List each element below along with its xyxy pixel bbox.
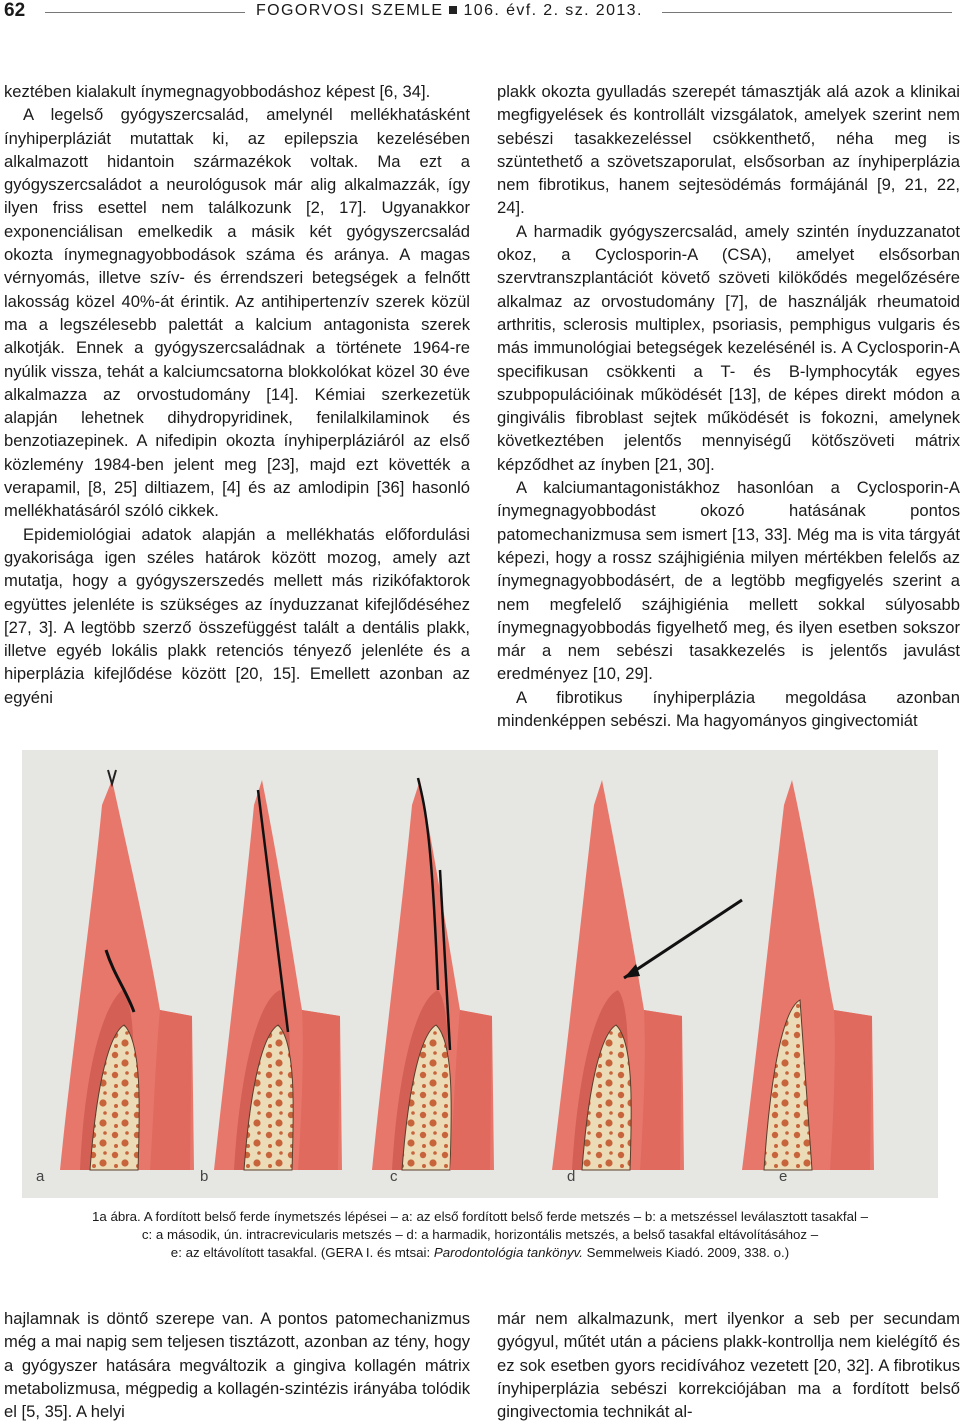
right-column-bottom [497,1307,960,1423]
caption-line-2: c: a második, ún. intracrevicularis metszés – d: a harmadik, horizontális metszés, a belső tasakfal eltávolításához – [141,1227,819,1242]
panel-a [60,770,194,1170]
book-title: Parodontológia tankönyv. [433,1245,583,1260]
header-rule-right [662,12,952,13]
panel-label-c: c [390,1168,398,1185]
panel-e [742,780,874,1170]
paragraph: hajlamnak is döntő szerepe van. A pontos patomechanizmus még a mai napig sem teljesen tisztázott, azonban az tény, hogy a gyógyszer hatására megváltozik a gingiva kollagén mátrix metabolizmusa, mégpedig a kollagén-szintézis irányába tolódik el [5, 35]. A helyi [4,1309,470,1422]
header-rule-left [45,12,245,13]
panel-label-d: d [567,1168,576,1185]
figure-illustration [22,750,938,1198]
square-bullet-icon [449,6,457,14]
panel-label-a: a [36,1168,45,1185]
paragraph: plakk okozta gyulladás szerepét támasztják alá azok a klinikai megfigyelések és kontrollált vizsgálatok, amelyek szerint nem sebészi tasakkezeléssel csökkenthető, néha meg is szüntethető a szövetszaporulat, elsősorban az ínyhiperplázia nem fibrotikus, hanem sejtesödémás formájánál [9, 21, 22, 24]. [497,82,960,218]
left-column-top [4,80,470,709]
journal-title [256,2,643,20]
caption-label: 1a ábra. [91,1209,141,1224]
paragraph: keztében kialakult ínymegnagyobbodáshoz képest [6, 34]. [4,82,431,101]
left-column-bottom [4,1307,470,1423]
running-header [0,0,960,30]
panel-label-e: e [779,1168,788,1185]
page-number: 62 [4,0,26,21]
paragraph: Epidemiológiai adatok alapján a mellékhatás előfordulási gyakorisága igen széles határok között mozog, amely azt mutatja, hogy a gyógyszerszedés mellett más rizikófaktorok együttes jelenléte is szükséges az ínyduzzanat kifejlődéséhez [27, 3]. A legtöbb szerző összefüggést talált a dentális plakk, illetve egyéb lokális plakk retenciós tényező jelenléte és a hiperplázia kifejlődése között [20, 15]. Emellett azonban az egyéni [4,524,470,707]
panel-label-b: b [200,1168,209,1185]
panel-b [214,780,342,1170]
surgical-steps-figure [22,750,938,1198]
panel-d [552,780,742,1170]
journal-issue: 106. évf. 2. sz. 2013. [463,2,643,19]
caption-line-3: e: az eltávolított tasakfal. (GERA I. és mtsai: Parodontológia tankönyv. Semmelweis Kiadó. 2009, 338. o.) [170,1245,790,1260]
right-column-top [497,80,960,732]
paragraph: már nem alkalmazunk, mert ilyenkor a seb per secundam gyógyul, műtét után a páciens plakk-kontrollja nem kielégítő és ez sok esetben gyors recidívához vezetett [20, 32]. A fibrotikus ínyhiperplázia sebészi korrekciójában ma a fordított belső gingivectomia technikát al- [497,1309,960,1422]
caption-line-1: 1a ábra. A fordított belső ferde ínymetszés lépései – a: az első fordított belső ferde metszés – b: a metszéssel leválasztott tasakfal – [91,1209,869,1224]
paragraph: A legelső gyógyszercsalád, amelynél mellékhatásként ínyhiperpláziát mutattak ki, az epilepszia kezelésében alkalmazott hidantoin származékok voltak. Ma ezt a gyógyszercsaládot a neurológusok már alig alkalmazzák, így ilyen friss esettel nem találkozunk [2, 17]. Ugyanakkor exponenciálisan emelkedik a másik két gyógyszercsalád okozta ínymegnagyobbodások száma és aránya. A magas vérnyomás, illetve szív- és érrendszeri betegségek a felnőtt lakosság közel 40%-át érintik. Az antihipertenzív szerek közül ma a legszélesebb palettát a kalcium antagonista szerek alkotják. Ennek a gyógyszercsaládnak a története 1964-re nyúlik vissza, tehát a kalciumcsatorna blokkolókat közel 30 éve alkalmazza az orvostudomány [14]. Kémiai szerkezetük alapján lehetnek dihydropyridinek, fenilalkilaminok és benzotiazepinek. A nifedipin okozta ínyhiperpláziáról az első közlemény 1984-ben jelent meg [23], majd ezt követték a verapamil, [8, 25] diltiazem, [4] és az amlodipin [36] hasonló mellékhatásáról szóló cikkek. [4,105,470,521]
paragraph: A fibrotikus ínyhiperplázia megoldása azonban mindenképpen sebészi. Ma hagyományos gingivectomiát [497,687,960,731]
paragraph: A harmadik gyógyszercsalád, amely szintén ínyduzzanatot okoz, a Cyclosporin-A (CSA), amelyet elsősorban szervtranszplantációt követő szöveti kilökődés megelőzésére alkalmaz az orvostudomány [7], de használják rheumatoid arthritis, sclerosis multiplex, psoriasis, pemphigus vulgaris és más immunológiai betegségek kezelésénél is. A Cyclosporin-A specifikusan csökkenti a T- és B-lymphocyták egyes szubpopulációinak működését [13], de képes direkt módon a gingivális fibroblast sejtek működését is fokozni, amelynek következtében jelentős mennyiségű kötőszöveti mátrix képződhet az ínyben [21, 30]. [497,221,960,474]
journal-name: FOGORVOSI SZEMLE [256,2,444,19]
figure-caption [40,1208,920,1262]
paragraph: A kalciumantagonistákhoz hasonlóan a Cyclosporin-A ínymegnagyobbodást okozó hatásának pontos patomechanizmusa sem ismert [13, 33]. Még ma is vita tárgyát képezi, hogy a rossz szájhigiénia milyen mértékben felelős az ínymegnagyobbodásért, de a legtöbb megfigyelés szerint a nem megfelelő szájhigiénia mellett sokkal súlyosabb ínymegnagyobbodás figyelhető meg, és ilyen esetben sokszor már a nem sebészi tasakkezelés is jelentős javulást eredményez [10, 29]. [497,478,960,684]
panel-c [372,778,494,1170]
